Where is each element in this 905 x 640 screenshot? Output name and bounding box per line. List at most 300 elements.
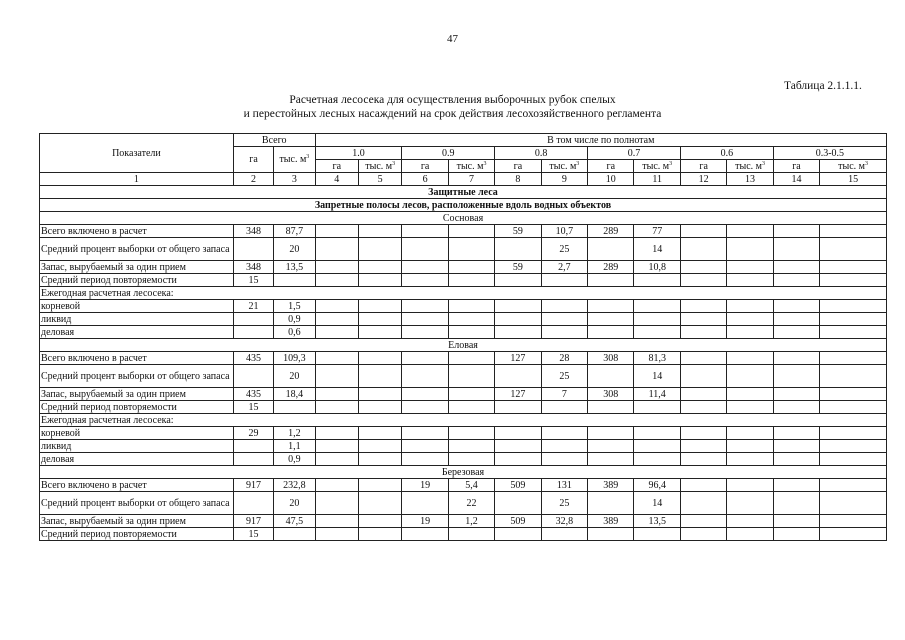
table-cell [773, 300, 819, 313]
table-cell [495, 440, 541, 453]
ha-subheader: га [495, 160, 541, 173]
table-row [40, 515, 887, 528]
table-cell [315, 492, 358, 515]
table-cell: 308 [588, 388, 634, 401]
table-cell [727, 427, 773, 440]
table-cell [820, 238, 887, 261]
table-cell: 87,7 [274, 225, 315, 238]
table-cell [233, 365, 273, 388]
table-row [40, 388, 887, 401]
table-row [40, 238, 887, 261]
table-cell [680, 401, 726, 414]
table-cell [820, 388, 887, 401]
title-line-2: и перестойных лесных насаждений на срок действия лесохозяйственного регламента [243, 107, 662, 120]
header-row-1 [40, 134, 887, 147]
table-cell: 28 [541, 352, 587, 365]
ha-subheader: га [773, 160, 819, 173]
table-cell [727, 352, 773, 365]
species-title: Еловая [40, 339, 887, 352]
table-cell [634, 274, 680, 287]
table-cell: 509 [495, 515, 541, 528]
table-cell [588, 440, 634, 453]
allowable-cut-table [39, 133, 887, 541]
table-cell: 25 [541, 492, 587, 515]
table-cell [448, 300, 494, 313]
table-cell [680, 453, 726, 466]
table-cell: 289 [588, 261, 634, 274]
table-cell [274, 401, 315, 414]
table-cell: 15 [233, 401, 273, 414]
column-number: 13 [727, 173, 773, 186]
table-cell [680, 261, 726, 274]
table-cell [541, 326, 587, 339]
table-cell [358, 528, 401, 541]
density-header: 0.3-0.5 [773, 147, 886, 160]
table-cell [541, 313, 587, 326]
table-cell [358, 388, 401, 401]
section-title: Защитные леса [40, 186, 887, 199]
table-row [40, 414, 887, 427]
table-cell [448, 352, 494, 365]
table-cell: 25 [541, 238, 587, 261]
table-cell: 10,8 [634, 261, 680, 274]
table-cell [773, 326, 819, 339]
table-cell: 32,8 [541, 515, 587, 528]
row-label: Запас, вырубаемый за один прием [40, 261, 234, 274]
table-cell [773, 515, 819, 528]
row-label: Всего включено в расчет [40, 225, 234, 238]
table-row [40, 440, 887, 453]
table-cell: 435 [233, 352, 273, 365]
table-cell [727, 440, 773, 453]
density-header: 0.6 [680, 147, 773, 160]
table-cell: 47,5 [274, 515, 315, 528]
table-cell [541, 528, 587, 541]
table-cell [315, 401, 358, 414]
table-cell: 1,2 [448, 515, 494, 528]
table-cell [315, 440, 358, 453]
table-cell: 308 [588, 352, 634, 365]
section-row [40, 186, 887, 199]
column-number: 14 [773, 173, 819, 186]
table-cell [448, 238, 494, 261]
table-row [40, 401, 887, 414]
table-cell [402, 388, 448, 401]
table-cell [358, 365, 401, 388]
column-number: 8 [495, 173, 541, 186]
table-cell [634, 440, 680, 453]
table-cell [727, 274, 773, 287]
row-label: Всего включено в расчет [40, 479, 234, 492]
density-header: 1.0 [315, 147, 402, 160]
column-number: 10 [588, 173, 634, 186]
row-label: ликвид [40, 440, 234, 453]
table-cell [820, 352, 887, 365]
table-cell: 77 [634, 225, 680, 238]
table-cell [680, 515, 726, 528]
subsection-row [40, 199, 887, 212]
table-cell [680, 238, 726, 261]
table-cell: 1,2 [274, 427, 315, 440]
table-cell [680, 528, 726, 541]
table-cell [448, 440, 494, 453]
column-number: 11 [634, 173, 680, 186]
table-cell [495, 365, 541, 388]
table-cell [680, 388, 726, 401]
table-cell [315, 238, 358, 261]
total-ha-header: га [233, 147, 273, 173]
table-cell: 0,9 [274, 453, 315, 466]
column-number: 15 [820, 173, 887, 186]
table-cell [448, 313, 494, 326]
table-cell [402, 365, 448, 388]
volume-subheader: тыс. $м^3$ [541, 160, 587, 173]
table-cell: 22 [448, 492, 494, 515]
table-cell [402, 401, 448, 414]
table-cell [820, 528, 887, 541]
species-row [40, 212, 887, 225]
table-cell [773, 440, 819, 453]
table-cell [448, 453, 494, 466]
table-cell [495, 492, 541, 515]
table-cell [680, 427, 726, 440]
species-title: Березовая [40, 466, 887, 479]
table-cell [315, 225, 358, 238]
row-label: Средний процент выборки от общего запаса [40, 365, 234, 388]
table-cell [541, 401, 587, 414]
table-cell [634, 313, 680, 326]
table-cell [358, 427, 401, 440]
row-label: ликвид [40, 313, 234, 326]
table-cell [541, 274, 587, 287]
table-cell [634, 326, 680, 339]
table-row [40, 427, 887, 440]
table-cell: 29 [233, 427, 273, 440]
table-cell [358, 515, 401, 528]
row-label: корневой [40, 427, 234, 440]
table-cell: 10,7 [541, 225, 587, 238]
table-row [40, 261, 887, 274]
table-cell [315, 313, 358, 326]
table-cell: 21 [233, 300, 273, 313]
table-cell: 11,4 [634, 388, 680, 401]
row-label: деловая [40, 453, 234, 466]
table-cell [358, 440, 401, 453]
table-cell: 19 [402, 479, 448, 492]
table-cell: 0,6 [274, 326, 315, 339]
column-number: 3 [274, 173, 315, 186]
table-cell [358, 479, 401, 492]
table-row [40, 300, 887, 313]
table-row [40, 528, 887, 541]
table-cell [315, 365, 358, 388]
table-cell [727, 313, 773, 326]
row-label: Запас, вырубаемый за один прием [40, 515, 234, 528]
row-label: деловая [40, 326, 234, 339]
subsection-title: Запретные полосы лесов, расположенные вдоль водных объектов [40, 199, 887, 212]
table-cell [634, 427, 680, 440]
table-row [40, 352, 887, 365]
table-cell [634, 528, 680, 541]
table-cell [820, 492, 887, 515]
table-cell: 15 [233, 528, 273, 541]
row-label: Всего включено в расчет [40, 352, 234, 365]
table-cell: 127 [495, 352, 541, 365]
table-cell [680, 326, 726, 339]
column-number: 7 [448, 173, 494, 186]
table-cell [233, 453, 273, 466]
table-cell [402, 238, 448, 261]
row-label: Ежегодная расчетная лесосека: [40, 414, 887, 427]
table-cell [541, 440, 587, 453]
table-cell [820, 479, 887, 492]
table-cell [402, 492, 448, 515]
table-cell [358, 492, 401, 515]
table-cell: 18,4 [274, 388, 315, 401]
table-cell: 435 [233, 388, 273, 401]
table-cell [402, 225, 448, 238]
table-cell [680, 313, 726, 326]
table-cell [680, 352, 726, 365]
table-cell [315, 261, 358, 274]
table-cell [315, 479, 358, 492]
table-cell: 25 [541, 365, 587, 388]
table-cell: 1,1 [274, 440, 315, 453]
table-cell [727, 365, 773, 388]
table-cell [773, 365, 819, 388]
table-cell [727, 492, 773, 515]
species-title: Сосновая [40, 212, 887, 225]
table-cell [820, 365, 887, 388]
table-cell: 131 [541, 479, 587, 492]
table-cell [634, 300, 680, 313]
table-cell [820, 515, 887, 528]
table-row [40, 479, 887, 492]
table-cell [315, 453, 358, 466]
table-cell [233, 326, 273, 339]
table-cell [315, 388, 358, 401]
table-cell: 289 [588, 225, 634, 238]
table-cell: 917 [233, 479, 273, 492]
including-header: В том числе по полнотам [315, 134, 886, 147]
table-cell [680, 300, 726, 313]
table-cell [680, 274, 726, 287]
table-cell [315, 427, 358, 440]
column-number-row [40, 173, 887, 186]
table-cell: 96,4 [634, 479, 680, 492]
table-cell [680, 440, 726, 453]
table-cell [358, 274, 401, 287]
table-cell [358, 453, 401, 466]
table-cell [274, 274, 315, 287]
total-volume-header: тыс. $м^3$ [274, 147, 315, 173]
table-cell [448, 261, 494, 274]
table-cell [820, 261, 887, 274]
column-number: 5 [358, 173, 401, 186]
column-number: 9 [541, 173, 587, 186]
column-number: 4 [315, 173, 358, 186]
table-cell [541, 300, 587, 313]
table-cell [820, 313, 887, 326]
table-cell [727, 238, 773, 261]
table-cell: 81,3 [634, 352, 680, 365]
table-cell [358, 300, 401, 313]
table-cell: 13,5 [274, 261, 315, 274]
table-cell [495, 274, 541, 287]
table-cell [773, 388, 819, 401]
table-cell [634, 453, 680, 466]
table-cell [773, 352, 819, 365]
table-id: Таблица 2.1.1.1. [784, 80, 862, 92]
table-cell [402, 300, 448, 313]
table-cell: 59 [495, 225, 541, 238]
table-row [40, 326, 887, 339]
table-row [40, 287, 887, 300]
table-cell: 5,4 [448, 479, 494, 492]
table-cell [680, 225, 726, 238]
table-cell: 14 [634, 492, 680, 515]
table-cell [588, 492, 634, 515]
indicators-header: Показатели [40, 134, 234, 173]
table-cell [448, 225, 494, 238]
table-cell [358, 225, 401, 238]
table-cell: 509 [495, 479, 541, 492]
table-cell [727, 515, 773, 528]
row-label: Средний период повторяемости [40, 274, 234, 287]
page-number: 47 [447, 33, 458, 45]
row-label: Средний процент выборки от общего запаса [40, 238, 234, 261]
ha-subheader: га [315, 160, 358, 173]
table-cell: 348 [233, 225, 273, 238]
table-cell [495, 326, 541, 339]
table-cell [315, 528, 358, 541]
table-cell [820, 326, 887, 339]
table-cell: 109,3 [274, 352, 315, 365]
column-number: 12 [680, 173, 726, 186]
table-row [40, 453, 887, 466]
table-cell: 0,9 [274, 313, 315, 326]
table-cell [820, 427, 887, 440]
table-cell [233, 238, 273, 261]
row-label: Средний период повторяемости [40, 528, 234, 541]
table-cell [680, 479, 726, 492]
density-header: 0.7 [588, 147, 681, 160]
table-cell [634, 401, 680, 414]
table-cell [773, 401, 819, 414]
table-cell [773, 313, 819, 326]
table-cell: 15 [233, 274, 273, 287]
table-cell [773, 225, 819, 238]
table-cell [402, 326, 448, 339]
table-cell [727, 401, 773, 414]
table-cell [588, 401, 634, 414]
table-row [40, 225, 887, 238]
table-cell [448, 401, 494, 414]
table-cell [541, 427, 587, 440]
table-cell [588, 453, 634, 466]
table-cell [358, 352, 401, 365]
species-row [40, 466, 887, 479]
table-cell [448, 365, 494, 388]
table-cell [402, 313, 448, 326]
table-row [40, 365, 887, 388]
table-cell [495, 238, 541, 261]
table-cell [358, 261, 401, 274]
ha-subheader: га [402, 160, 448, 173]
table-cell [820, 453, 887, 466]
ha-subheader: га [588, 160, 634, 173]
row-label: Ежегодная расчетная лесосека: [40, 287, 887, 300]
table-cell [680, 492, 726, 515]
table-cell [773, 274, 819, 287]
table-cell: 1,5 [274, 300, 315, 313]
table-cell [495, 300, 541, 313]
table-cell [402, 453, 448, 466]
table-cell: 19 [402, 515, 448, 528]
table-cell: 348 [233, 261, 273, 274]
table-row [40, 274, 887, 287]
table-cell: 13,5 [634, 515, 680, 528]
table-cell: 14 [634, 365, 680, 388]
table-cell: 127 [495, 388, 541, 401]
table-cell [773, 261, 819, 274]
table-cell [315, 515, 358, 528]
table-cell: 232,8 [274, 479, 315, 492]
table-cell [495, 313, 541, 326]
volume-subheader: тыс. $м^3$ [448, 160, 494, 173]
table-cell [402, 528, 448, 541]
table-cell [315, 352, 358, 365]
table-cell [773, 479, 819, 492]
table-cell [727, 479, 773, 492]
row-label: Запас, вырубаемый за один прием [40, 388, 234, 401]
table-cell [495, 427, 541, 440]
table-cell: 20 [274, 238, 315, 261]
species-row [40, 339, 887, 352]
table-cell [727, 300, 773, 313]
table-cell [358, 326, 401, 339]
volume-subheader: тыс. $м^3$ [358, 160, 401, 173]
table-cell [233, 313, 273, 326]
row-label: Средний период повторяемости [40, 401, 234, 414]
table-cell [541, 453, 587, 466]
table-cell: 7 [541, 388, 587, 401]
density-header: 0.9 [402, 147, 495, 160]
title-line-1: Расчетная лесосека для осуществления выборочных рубок спелых [289, 94, 616, 106]
table-cell [495, 453, 541, 466]
table-cell [315, 326, 358, 339]
table-cell [448, 274, 494, 287]
table-cell [358, 238, 401, 261]
table-cell [820, 401, 887, 414]
volume-subheader: тыс. $м^3$ [820, 160, 887, 173]
table-cell [448, 427, 494, 440]
table-cell [588, 365, 634, 388]
table-cell [727, 326, 773, 339]
table-cell [773, 492, 819, 515]
table-cell [402, 274, 448, 287]
volume-subheader: тыс. $м^3$ [727, 160, 773, 173]
row-label: корневой [40, 300, 234, 313]
table-cell [495, 528, 541, 541]
table-cell [402, 427, 448, 440]
table-cell: 2,7 [541, 261, 587, 274]
table-cell [727, 453, 773, 466]
table-cell [727, 388, 773, 401]
table-cell [588, 326, 634, 339]
table-cell: 59 [495, 261, 541, 274]
table-cell [820, 300, 887, 313]
